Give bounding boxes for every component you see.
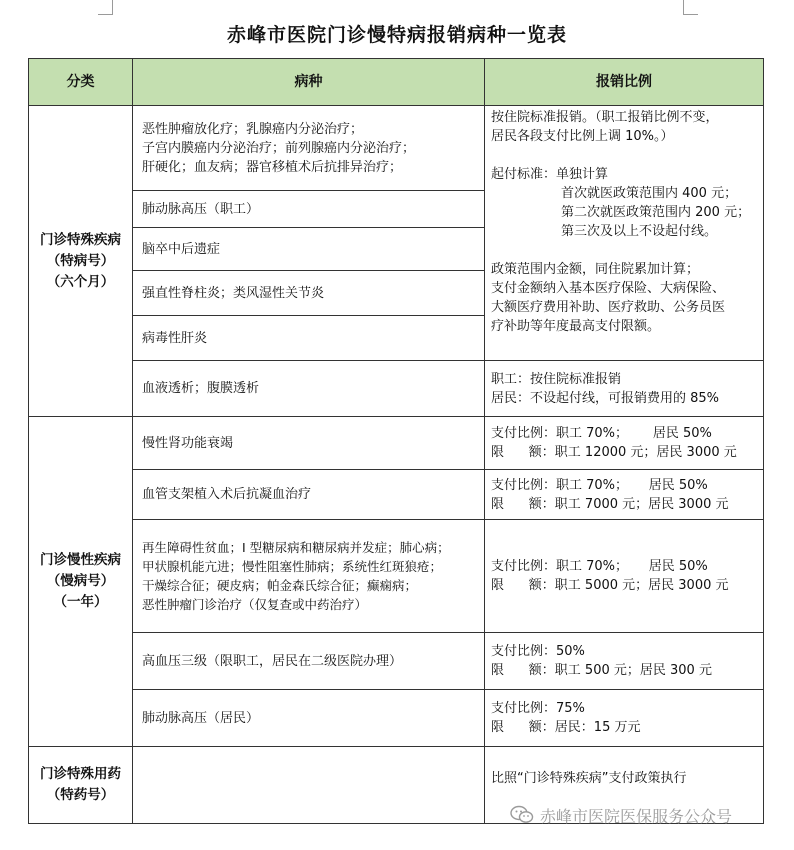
table-row	[29, 417, 764, 470]
disease-line: 恶性肿瘤放化疗；乳腺癌内分泌治疗；	[142, 121, 364, 137]
category-line: （特药号）	[46, 787, 115, 803]
header-category: 分类	[29, 59, 133, 106]
table-row	[29, 520, 764, 633]
disease-cell	[133, 106, 485, 191]
policy-line: 支付比例：50%	[491, 644, 585, 659]
category-line: 门诊特殊用药	[40, 766, 121, 782]
policy-line: 疗补助等年度最高支付限额。	[491, 319, 661, 334]
wechat-icon	[510, 805, 534, 825]
policy-line: 第三次及以上不设起付线。	[561, 224, 718, 239]
policy-line: 限 额：职工 500 元；居民 300 元	[491, 663, 712, 678]
disease-cell	[133, 520, 485, 633]
reimbursement-cell	[485, 417, 764, 470]
policy-line: 居民各段支付比例上调 10%。）	[491, 129, 674, 144]
table-header-row	[29, 59, 764, 106]
policy-line: 限 额：职工 7000 元；居民 3000 元	[491, 496, 729, 512]
policy-line: 居民：不设起付线，可报销费用的 85%	[491, 390, 720, 406]
policy-line: 比照“门诊特殊疾病”支付政策执行	[491, 770, 687, 786]
disease-cell: 高血压三级（限职工，居民在二级医院办理）	[133, 633, 485, 690]
header-reimbursement: 报销比例	[485, 59, 764, 106]
policy-line: 限 额：职工 5000 元；居民 3000 元	[491, 578, 729, 593]
disease-cell: 病毒性肝炎	[133, 316, 485, 361]
policy-line: 限 额：居民：15 万元	[491, 720, 641, 735]
disease-cell: 强直性脊柱炎；类风湿性关节炎	[133, 271, 485, 316]
category-line: 门诊特殊疾病	[40, 231, 121, 248]
disease-table	[28, 58, 764, 824]
policy-line: 起付标准：单独计算	[491, 167, 609, 182]
category-line: （六个月）	[46, 273, 115, 290]
reimbursement-cell	[485, 361, 764, 417]
reimbursement-cell	[485, 690, 764, 747]
reimbursement-cell	[485, 470, 764, 520]
reimbursement-cell	[485, 520, 764, 633]
policy-line: 第二次就医政策范围内 200 元；	[561, 205, 751, 220]
watermark	[510, 803, 732, 827]
disease-cell: 脑卒中后遗症	[133, 228, 485, 271]
category-line: （一年）	[53, 594, 108, 610]
category-chronic-disease	[29, 417, 133, 747]
disease-line: 子宫内膜癌内分泌治疗；前列腺癌内分泌治疗；	[142, 140, 416, 156]
table-row	[29, 690, 764, 747]
table-row	[29, 470, 764, 520]
disease-line: 干燥综合征；硬皮病；帕金森氏综合征；癫痫病；	[142, 578, 418, 593]
category-special-disease	[29, 106, 133, 417]
disease-line: 再生障碍性贫血；I 型糖尿病和糖尿病并发症；肺心病；	[142, 540, 450, 555]
disease-cell: 肺动脉高压（居民）	[133, 690, 485, 747]
watermark-text: 赤峰市医院医保服务公众号	[540, 806, 733, 826]
page-corner-mark-left	[98, 0, 113, 15]
policy-line: 按住院标准报销。（职工报销比例不变，	[491, 110, 719, 125]
policy-line: 政策范围内金额，同住院累加计算；	[491, 262, 700, 277]
disease-line: 肝硬化；血友病；器官移植术后抗排异治疗；	[142, 159, 403, 175]
policy-line: 支付金额纳入基本医疗保险、大病保险、	[491, 281, 726, 296]
disease-cell: 慢性肾功能衰竭	[133, 417, 485, 470]
policy-line: 大额医疗费用补助、医疗救助、公务员医	[491, 300, 726, 315]
table-row	[29, 361, 764, 417]
category-special-drug	[29, 747, 133, 824]
disease-cell: 血管支架植入术后抗凝血治疗	[133, 470, 485, 520]
policy-line: 首次就医政策范围内 400 元；	[561, 186, 738, 201]
policy-line: 支付比例：75%	[491, 701, 585, 716]
disease-cell: 血液透析；腹膜透析	[133, 361, 485, 417]
disease-line: 甲状腺机能亢进；慢性阻塞性肺病；系统性红斑狼疮；	[142, 559, 443, 574]
disease-cell: 肺动脉高压（职工）	[133, 191, 485, 228]
disease-cell	[133, 747, 485, 824]
disease-line: 恶性肿瘤门诊治疗（仅复查或中药治疗）	[142, 597, 368, 612]
reimbursement-cell	[485, 633, 764, 690]
policy-line: 限 额：职工 12000 元；居民 3000 元	[491, 445, 737, 460]
policy-line: 职工：按住院标准报销	[491, 371, 622, 387]
policy-line: 支付比例：职工 70%； 居民 50%	[491, 426, 712, 441]
table-row	[29, 106, 764, 191]
header-disease: 病种	[133, 59, 485, 106]
page-corner-mark-right	[683, 0, 698, 15]
category-line: 门诊慢性疾病	[40, 552, 121, 568]
reimbursement-cell-special	[485, 106, 764, 361]
policy-line: 支付比例：职工 70%； 居民 50%	[491, 477, 708, 493]
category-line: （慢病号）	[46, 573, 115, 589]
table-row	[29, 633, 764, 690]
policy-line: 支付比例：职工 70%； 居民 50%	[491, 559, 708, 574]
page-title: 赤峰市医院门诊慢特病报销病种一览表	[226, 24, 567, 46]
category-line: （特病号）	[46, 252, 115, 269]
